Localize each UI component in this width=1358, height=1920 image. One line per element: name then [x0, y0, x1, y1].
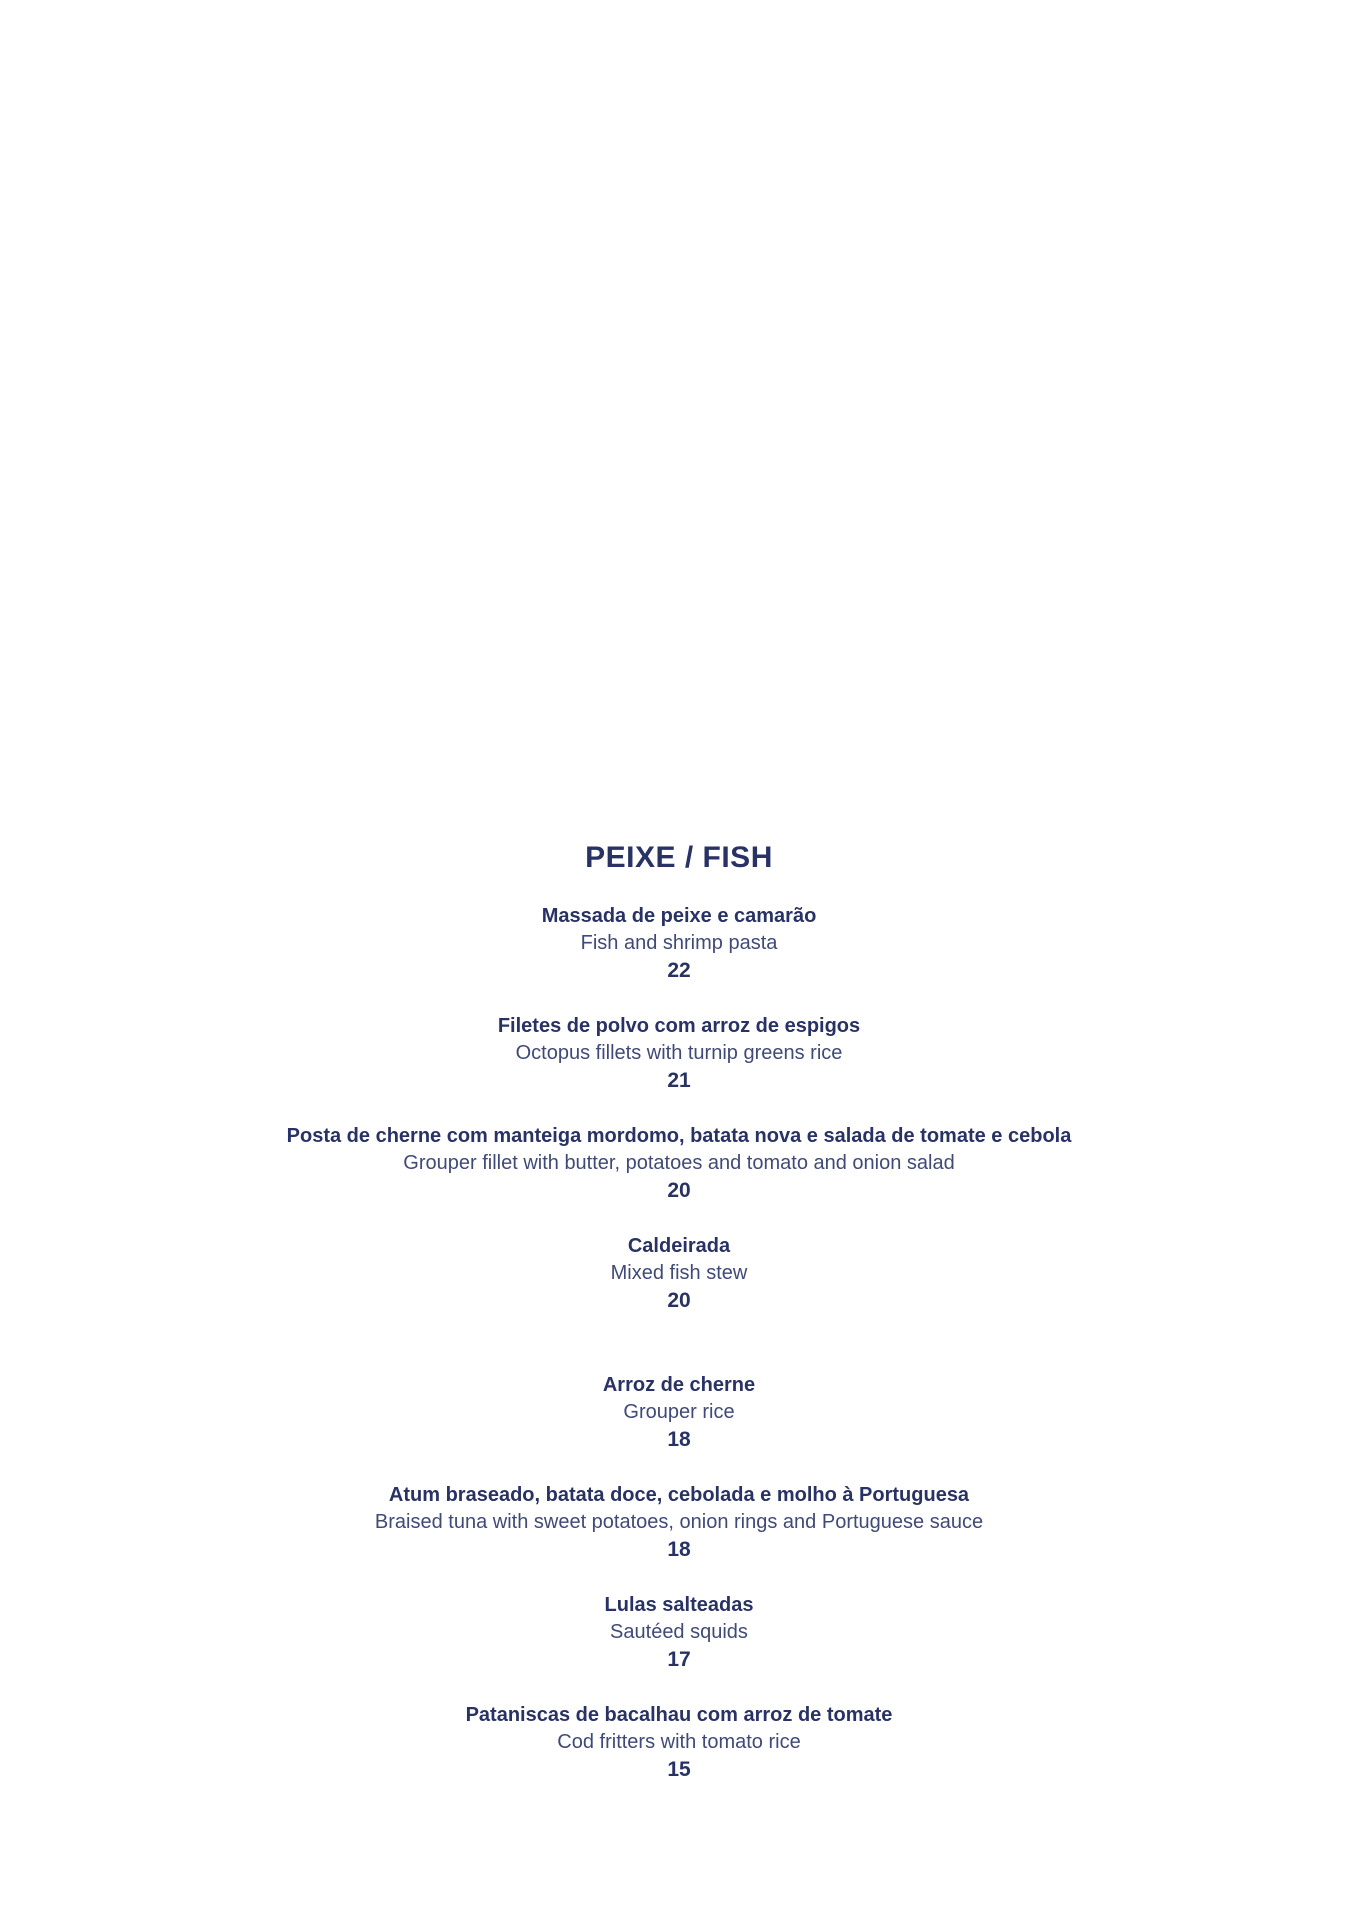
menu-item — [0, 903, 1358, 984]
item-description: Mixed fish stew — [610, 1262, 748, 1284]
item-description: Octopus fillets with turnip greens rice — [515, 1042, 843, 1064]
item-price: 17 — [667, 1648, 691, 1671]
menu-item — [0, 1013, 1358, 1094]
item-name: Caldeirada — [627, 1235, 731, 1257]
item-name: Filetes de polvo com arroz de espigos — [497, 1015, 861, 1037]
item-name: Arroz de cherne — [602, 1374, 756, 1396]
item-price: 18 — [667, 1538, 691, 1561]
item-name: Massada de peixe e camarão — [541, 905, 817, 927]
item-name: Posta de cherne com manteiga mordomo, batata nova e salada de tomate e cebola — [286, 1125, 1072, 1147]
item-price: 15 — [667, 1758, 691, 1781]
item-description: Grouper rice — [623, 1401, 735, 1423]
menu-item — [0, 1592, 1358, 1673]
menu-section-fish — [0, 838, 1358, 1812]
menu-item — [0, 1372, 1358, 1453]
item-price: 20 — [667, 1289, 691, 1312]
item-description: Grouper fillet with butter, potatoes and tomato and onion salad — [403, 1152, 955, 1174]
menu-item — [0, 1233, 1358, 1314]
menu-item — [0, 1123, 1358, 1204]
item-description: Fish and shrimp pasta — [580, 932, 778, 954]
item-name: Lulas salteadas — [604, 1594, 754, 1616]
item-price: 20 — [667, 1179, 691, 1202]
menu-item — [0, 1702, 1358, 1783]
item-price: 21 — [667, 1069, 691, 1092]
item-price: 22 — [667, 959, 691, 982]
section-title: PEIXE / FISH — [585, 841, 773, 874]
item-name: Pataniscas de bacalhau com arroz de tomate — [465, 1704, 893, 1726]
item-description: Sautéed squids — [610, 1621, 748, 1643]
item-description: Braised tuna with sweet potatoes, onion rings and Portuguese sauce — [374, 1511, 984, 1533]
item-name: Atum braseado, batata doce, cebolada e molho à Portuguesa — [388, 1484, 970, 1506]
menu-item — [0, 1482, 1358, 1563]
item-description: Cod fritters with tomato rice — [557, 1731, 801, 1753]
item-price: 18 — [667, 1428, 691, 1451]
